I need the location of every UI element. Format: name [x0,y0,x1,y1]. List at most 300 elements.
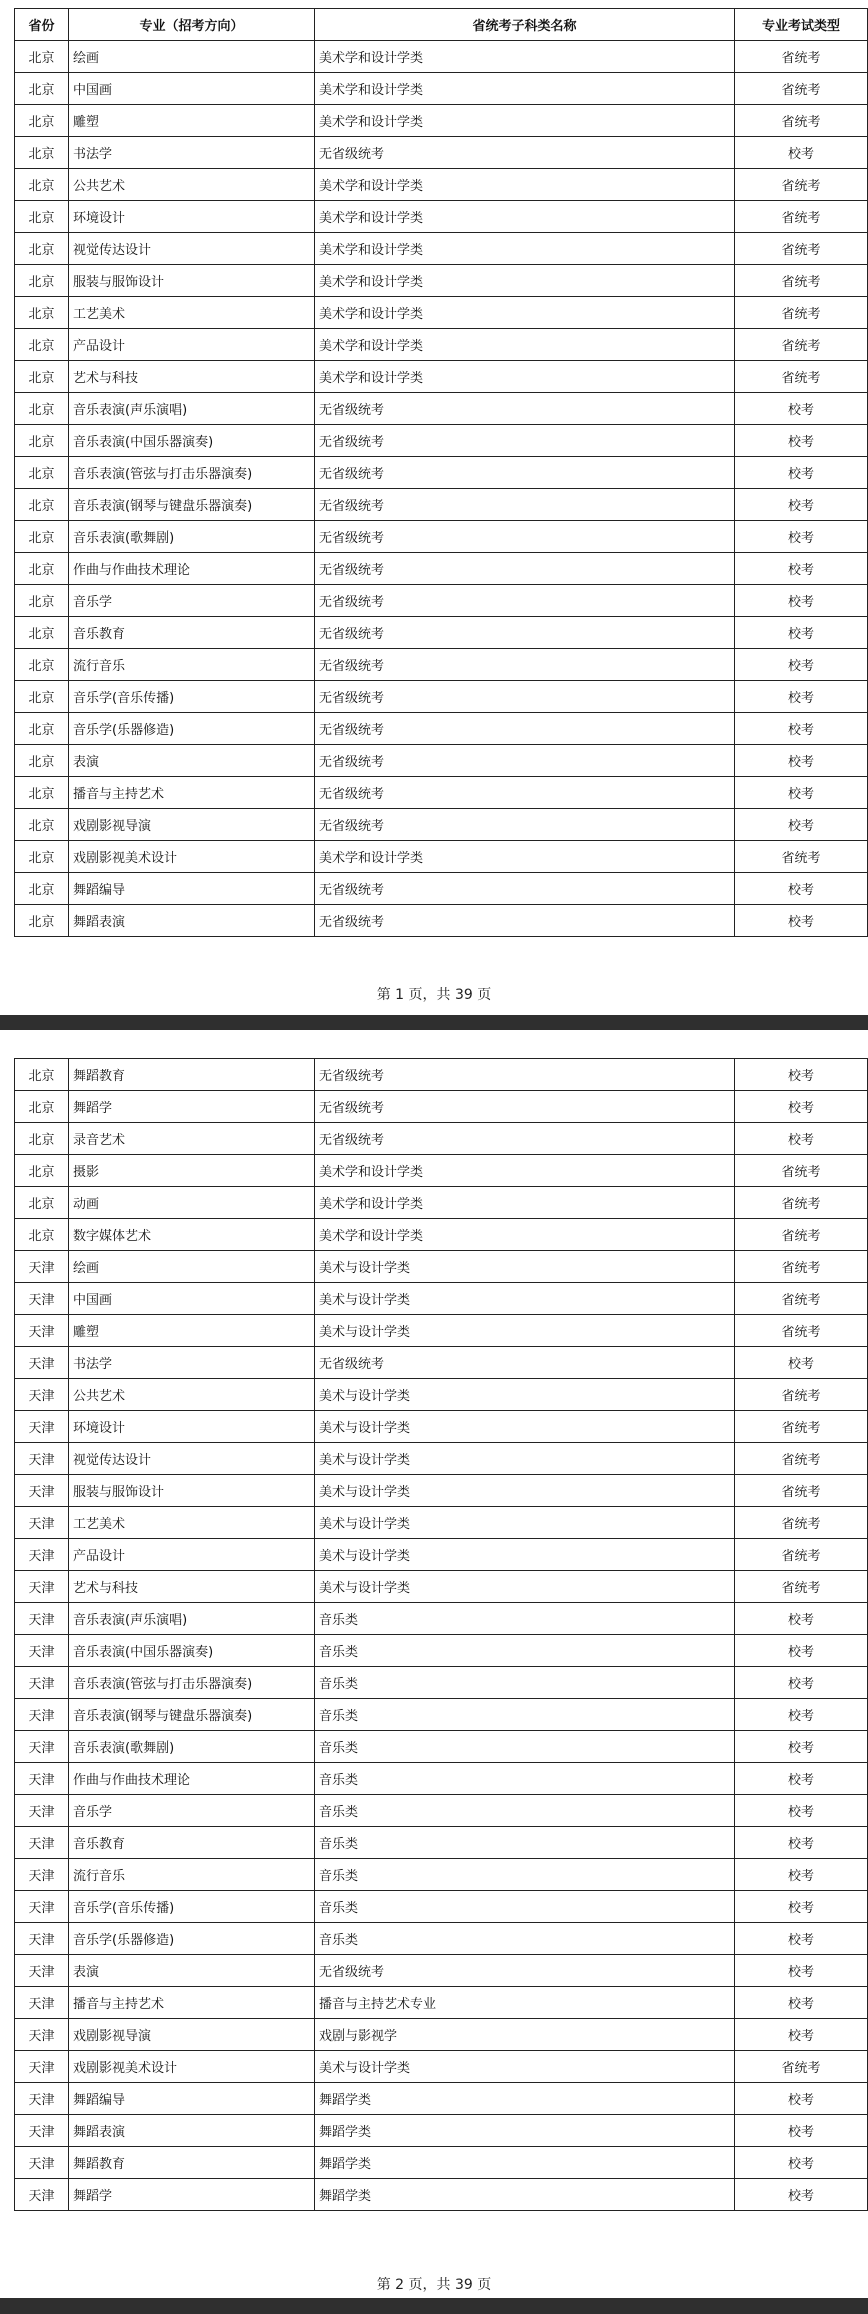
cell-exam-type: 校考 [735,617,868,649]
cell-province: 北京 [15,41,69,73]
cell-subject: 无省级统考 [315,137,735,169]
cell-exam-type: 省统考 [735,1187,868,1219]
cell-subject: 无省级统考 [315,585,735,617]
cell-major: 产品设计 [69,329,315,361]
table-row [15,2083,868,2115]
cell-province: 北京 [15,777,69,809]
cell-major: 音乐学(音乐传播) [69,1891,315,1923]
table-row [15,1379,868,1411]
table-row [15,2051,868,2083]
cell-exam-type: 省统考 [735,297,868,329]
cell-exam-type: 省统考 [735,1251,868,1283]
cell-subject: 音乐类 [315,1667,735,1699]
table-row [15,169,868,201]
cell-subject: 美术与设计学类 [315,1283,735,1315]
table-row [15,1475,868,1507]
cell-major: 音乐学(乐器修造) [69,1923,315,1955]
cell-province: 天津 [15,2115,69,2147]
cell-major: 环境设计 [69,201,315,233]
cell-province: 天津 [15,1891,69,1923]
cell-exam-type: 省统考 [735,1155,868,1187]
cell-subject: 美术学和设计学类 [315,265,735,297]
cell-province: 天津 [15,1283,69,1315]
table-row [15,233,868,265]
cell-subject: 美术与设计学类 [315,1315,735,1347]
table-row [15,905,868,937]
cell-exam-type: 校考 [735,713,868,745]
page-separator [0,1015,868,1030]
cell-province: 天津 [15,1571,69,1603]
cell-major: 流行音乐 [69,1859,315,1891]
cell-major: 工艺美术 [69,1507,315,1539]
cell-major: 戏剧影视美术设计 [69,2051,315,2083]
cell-subject: 无省级统考 [315,425,735,457]
table-row [15,1763,868,1795]
cell-exam-type: 校考 [735,873,868,905]
cell-major: 音乐表演(声乐演唱) [69,1603,315,1635]
table-container [14,1058,868,2211]
cell-exam-type: 校考 [735,1923,868,1955]
cell-exam-type: 校考 [735,2179,868,2211]
cell-exam-type: 省统考 [735,2051,868,2083]
cell-province: 北京 [15,489,69,521]
cell-major: 流行音乐 [69,649,315,681]
cell-major: 公共艺术 [69,169,315,201]
cell-province: 北京 [15,1219,69,1251]
cell-province: 天津 [15,1923,69,1955]
cell-province: 天津 [15,1955,69,1987]
cell-subject: 无省级统考 [315,905,735,937]
cell-major: 舞蹈学 [69,1091,315,1123]
cell-major: 音乐教育 [69,617,315,649]
cell-subject: 美术学和设计学类 [315,201,735,233]
cell-subject: 美术学和设计学类 [315,1187,735,1219]
cell-province: 北京 [15,617,69,649]
cell-subject: 音乐类 [315,1763,735,1795]
table-row [15,489,868,521]
cell-major: 音乐教育 [69,1827,315,1859]
page-separator [0,2298,868,2314]
cell-major: 视觉传达设计 [69,233,315,265]
cell-subject: 无省级统考 [315,521,735,553]
cell-province: 北京 [15,745,69,777]
table-row [15,2147,868,2179]
cell-exam-type: 校考 [735,425,868,457]
cell-exam-type: 省统考 [735,1379,868,1411]
cell-province: 北京 [15,233,69,265]
table-row [15,777,868,809]
cell-major: 舞蹈教育 [69,1059,315,1091]
cell-province: 北京 [15,873,69,905]
cell-major: 录音艺术 [69,1123,315,1155]
cell-subject: 无省级统考 [315,457,735,489]
cell-exam-type: 省统考 [735,1475,868,1507]
cell-province: 北京 [15,681,69,713]
cell-major: 音乐表演(中国乐器演奏) [69,1635,315,1667]
cell-major: 书法学 [69,137,315,169]
page-footer: 第 1 页，共 39 页 [376,987,492,1003]
table-container [14,8,868,937]
cell-province: 北京 [15,329,69,361]
cell-subject: 舞蹈学类 [315,2147,735,2179]
cell-subject: 音乐类 [315,1731,735,1763]
table-row [15,1315,868,1347]
table-row [15,1347,868,1379]
table-body [15,1059,868,2211]
cell-major: 中国画 [69,73,315,105]
cell-subject: 无省级统考 [315,777,735,809]
cell-exam-type: 校考 [735,681,868,713]
cell-major: 戏剧影视美术设计 [69,841,315,873]
cell-subject: 音乐类 [315,1795,735,1827]
cell-subject: 美术与设计学类 [315,1539,735,1571]
cell-exam-type: 省统考 [735,329,868,361]
cell-exam-type: 省统考 [735,73,868,105]
table-row [15,1827,868,1859]
cell-major: 音乐表演(中国乐器演奏) [69,425,315,457]
cell-exam-type: 校考 [735,2147,868,2179]
cell-subject: 无省级统考 [315,489,735,521]
table-row [15,1859,868,1891]
cell-subject: 音乐类 [315,1699,735,1731]
cell-subject: 音乐类 [315,1859,735,1891]
cell-province: 北京 [15,457,69,489]
cell-province: 天津 [15,1507,69,1539]
cell-province: 北京 [15,841,69,873]
cell-subject: 无省级统考 [315,1955,735,1987]
cell-province: 天津 [15,1827,69,1859]
cell-exam-type: 校考 [735,1827,868,1859]
cell-subject: 无省级统考 [315,649,735,681]
cell-major: 公共艺术 [69,1379,315,1411]
cell-subject: 美术学和设计学类 [315,1155,735,1187]
cell-major: 服装与服饰设计 [69,1475,315,1507]
cell-major: 戏剧影视导演 [69,2019,315,2051]
table-row [15,361,868,393]
cell-subject: 无省级统考 [315,393,735,425]
cell-province: 北京 [15,361,69,393]
cell-major: 绘画 [69,1251,315,1283]
cell-major: 工艺美术 [69,297,315,329]
cell-exam-type: 校考 [735,1603,868,1635]
table-row [15,393,868,425]
cell-major: 音乐表演(歌舞剧) [69,521,315,553]
cell-subject: 舞蹈学类 [315,2115,735,2147]
cell-major: 动画 [69,1187,315,1219]
cell-subject: 播音与主持艺术专业 [315,1987,735,2019]
cell-exam-type: 校考 [735,809,868,841]
cell-exam-type: 校考 [735,1635,868,1667]
cell-province: 天津 [15,2083,69,2115]
header-province: 省份 [15,9,69,41]
table-header-row [15,9,868,41]
cell-province: 北京 [15,73,69,105]
cell-subject: 美术学和设计学类 [315,841,735,873]
cell-subject: 无省级统考 [315,1059,735,1091]
cell-province: 北京 [15,1155,69,1187]
table-row [15,1219,868,1251]
admissions-table [14,8,868,937]
table-row [15,1987,868,2019]
cell-major: 中国画 [69,1283,315,1315]
cell-province: 天津 [15,1411,69,1443]
cell-exam-type: 校考 [735,2083,868,2115]
cell-exam-type: 校考 [735,2019,868,2051]
cell-exam-type: 校考 [735,1347,868,1379]
table-row [15,1283,868,1315]
table-row [15,841,868,873]
table-row [15,521,868,553]
table-row [15,137,868,169]
table-row [15,265,868,297]
document-page-2 [0,1030,868,2298]
cell-subject: 无省级统考 [315,1091,735,1123]
cell-province: 天津 [15,2051,69,2083]
cell-major: 音乐表演(管弦与打击乐器演奏) [69,457,315,489]
cell-exam-type: 省统考 [735,233,868,265]
cell-major: 音乐学(乐器修造) [69,713,315,745]
cell-province: 天津 [15,1763,69,1795]
admissions-table [14,1058,868,2211]
cell-exam-type: 校考 [735,1859,868,1891]
cell-exam-type: 省统考 [735,1283,868,1315]
cell-exam-type: 校考 [735,905,868,937]
cell-subject: 无省级统考 [315,873,735,905]
cell-exam-type: 校考 [735,1955,868,1987]
cell-exam-type: 校考 [735,1763,868,1795]
table-row [15,553,868,585]
cell-subject: 音乐类 [315,1635,735,1667]
cell-subject: 戏剧与影视学 [315,2019,735,2051]
cell-major: 雕塑 [69,105,315,137]
table-row [15,297,868,329]
cell-major: 音乐学(音乐传播) [69,681,315,713]
cell-province: 天津 [15,1667,69,1699]
cell-major: 音乐学 [69,585,315,617]
cell-province: 北京 [15,425,69,457]
cell-exam-type: 校考 [735,521,868,553]
cell-subject: 美术与设计学类 [315,1411,735,1443]
table-row [15,1539,868,1571]
table-row [15,1635,868,1667]
cell-major: 视觉传达设计 [69,1443,315,1475]
cell-exam-type: 校考 [735,393,868,425]
table-row [15,1891,868,1923]
table-row [15,1731,868,1763]
cell-province: 北京 [15,809,69,841]
cell-subject: 无省级统考 [315,553,735,585]
cell-exam-type: 校考 [735,1731,868,1763]
cell-province: 天津 [15,2019,69,2051]
cell-major: 作曲与作曲技术理论 [69,1763,315,1795]
cell-exam-type: 省统考 [735,41,868,73]
cell-subject: 无省级统考 [315,809,735,841]
cell-major: 舞蹈表演 [69,905,315,937]
cell-major: 戏剧影视导演 [69,809,315,841]
table-row [15,457,868,489]
table-row [15,2179,868,2211]
cell-province: 北京 [15,1187,69,1219]
cell-exam-type: 省统考 [735,265,868,297]
cell-subject: 音乐类 [315,1923,735,1955]
cell-subject: 无省级统考 [315,745,735,777]
table-row [15,1507,868,1539]
cell-exam-type: 省统考 [735,1411,868,1443]
cell-major: 音乐表演(声乐演唱) [69,393,315,425]
cell-province: 北京 [15,105,69,137]
cell-exam-type: 校考 [735,1059,868,1091]
cell-province: 北京 [15,1123,69,1155]
table-row [15,1059,868,1091]
cell-province: 天津 [15,1379,69,1411]
table-row [15,1251,868,1283]
cell-exam-type: 校考 [735,1891,868,1923]
cell-major: 音乐表演(管弦与打击乐器演奏) [69,1667,315,1699]
table-row [15,201,868,233]
table-row [15,617,868,649]
table-row [15,1923,868,1955]
cell-major: 播音与主持艺术 [69,1987,315,2019]
cell-major: 音乐表演(歌舞剧) [69,1731,315,1763]
table-body [15,41,868,937]
cell-exam-type: 省统考 [735,1539,868,1571]
cell-major: 绘画 [69,41,315,73]
table-row [15,1955,868,1987]
header-major: 专业（招考方向） [69,9,315,41]
cell-major: 表演 [69,1955,315,1987]
cell-subject: 美术学和设计学类 [315,1219,735,1251]
cell-province: 北京 [15,393,69,425]
cell-major: 产品设计 [69,1539,315,1571]
cell-exam-type: 省统考 [735,1507,868,1539]
cell-exam-type: 省统考 [735,1443,868,1475]
cell-province: 天津 [15,1347,69,1379]
cell-exam-type: 省统考 [735,361,868,393]
cell-subject: 无省级统考 [315,1123,735,1155]
cell-exam-type: 校考 [735,1699,868,1731]
cell-exam-type: 校考 [735,457,868,489]
cell-province: 天津 [15,1315,69,1347]
cell-province: 北京 [15,169,69,201]
cell-exam-type: 省统考 [735,1571,868,1603]
table-row [15,105,868,137]
table-row [15,73,868,105]
cell-subject: 美术学和设计学类 [315,169,735,201]
document-page-1 [0,0,868,1015]
cell-subject: 美术学和设计学类 [315,41,735,73]
cell-province: 北京 [15,713,69,745]
cell-province: 天津 [15,2147,69,2179]
cell-province: 天津 [15,1859,69,1891]
cell-province: 天津 [15,1539,69,1571]
cell-province: 天津 [15,1603,69,1635]
table-row [15,1187,868,1219]
cell-exam-type: 校考 [735,745,868,777]
cell-exam-type: 校考 [735,489,868,521]
cell-province: 北京 [15,297,69,329]
cell-major: 播音与主持艺术 [69,777,315,809]
cell-subject: 无省级统考 [315,713,735,745]
table-row [15,681,868,713]
table-row [15,585,868,617]
cell-province: 北京 [15,265,69,297]
cell-subject: 无省级统考 [315,1347,735,1379]
cell-province: 天津 [15,1987,69,2019]
cell-province: 天津 [15,1731,69,1763]
cell-subject: 美术与设计学类 [315,1251,735,1283]
cell-exam-type: 校考 [735,1987,868,2019]
cell-subject: 美术学和设计学类 [315,361,735,393]
table-row [15,1699,868,1731]
table-row [15,329,868,361]
table-row [15,1411,868,1443]
cell-subject: 美术与设计学类 [315,1379,735,1411]
cell-subject: 音乐类 [315,1603,735,1635]
page-footer: 第 2 页，共 39 页 [376,2277,492,2293]
table-row [15,2115,868,2147]
cell-subject: 美术学和设计学类 [315,329,735,361]
cell-major: 音乐表演(钢琴与键盘乐器演奏) [69,1699,315,1731]
cell-exam-type: 校考 [735,777,868,809]
cell-province: 北京 [15,553,69,585]
cell-province: 天津 [15,1475,69,1507]
cell-major: 音乐学 [69,1795,315,1827]
cell-province: 天津 [15,2179,69,2211]
cell-province: 天津 [15,1635,69,1667]
cell-province: 北京 [15,1091,69,1123]
cell-major: 舞蹈编导 [69,2083,315,2115]
cell-exam-type: 省统考 [735,105,868,137]
cell-exam-type: 省统考 [735,1219,868,1251]
cell-subject: 美术学和设计学类 [315,233,735,265]
cell-subject: 美术与设计学类 [315,1507,735,1539]
cell-province: 天津 [15,1795,69,1827]
cell-province: 天津 [15,1699,69,1731]
cell-major: 艺术与科技 [69,1571,315,1603]
table-row [15,713,868,745]
cell-subject: 舞蹈学类 [315,2083,735,2115]
cell-major: 雕塑 [69,1315,315,1347]
cell-subject: 舞蹈学类 [315,2179,735,2211]
cell-subject: 美术学和设计学类 [315,105,735,137]
cell-exam-type: 省统考 [735,1315,868,1347]
cell-province: 北京 [15,649,69,681]
table-row [15,1795,868,1827]
cell-major: 服装与服饰设计 [69,265,315,297]
table-row [15,41,868,73]
cell-subject: 无省级统考 [315,617,735,649]
cell-exam-type: 校考 [735,649,868,681]
cell-subject: 美术学和设计学类 [315,297,735,329]
cell-subject: 美术与设计学类 [315,1443,735,1475]
cell-exam-type: 校考 [735,1091,868,1123]
table-row [15,1571,868,1603]
cell-province: 北京 [15,521,69,553]
cell-province: 北京 [15,905,69,937]
cell-subject: 音乐类 [315,1827,735,1859]
cell-exam-type: 校考 [735,2115,868,2147]
cell-subject: 无省级统考 [315,681,735,713]
table-row [15,1123,868,1155]
cell-province: 北京 [15,585,69,617]
table-row [15,1667,868,1699]
cell-major: 数字媒体艺术 [69,1219,315,1251]
cell-major: 舞蹈学 [69,2179,315,2211]
table-row [15,873,868,905]
table-row [15,1091,868,1123]
cell-province: 天津 [15,1251,69,1283]
header-exam-type: 专业考试类型 [735,9,868,41]
